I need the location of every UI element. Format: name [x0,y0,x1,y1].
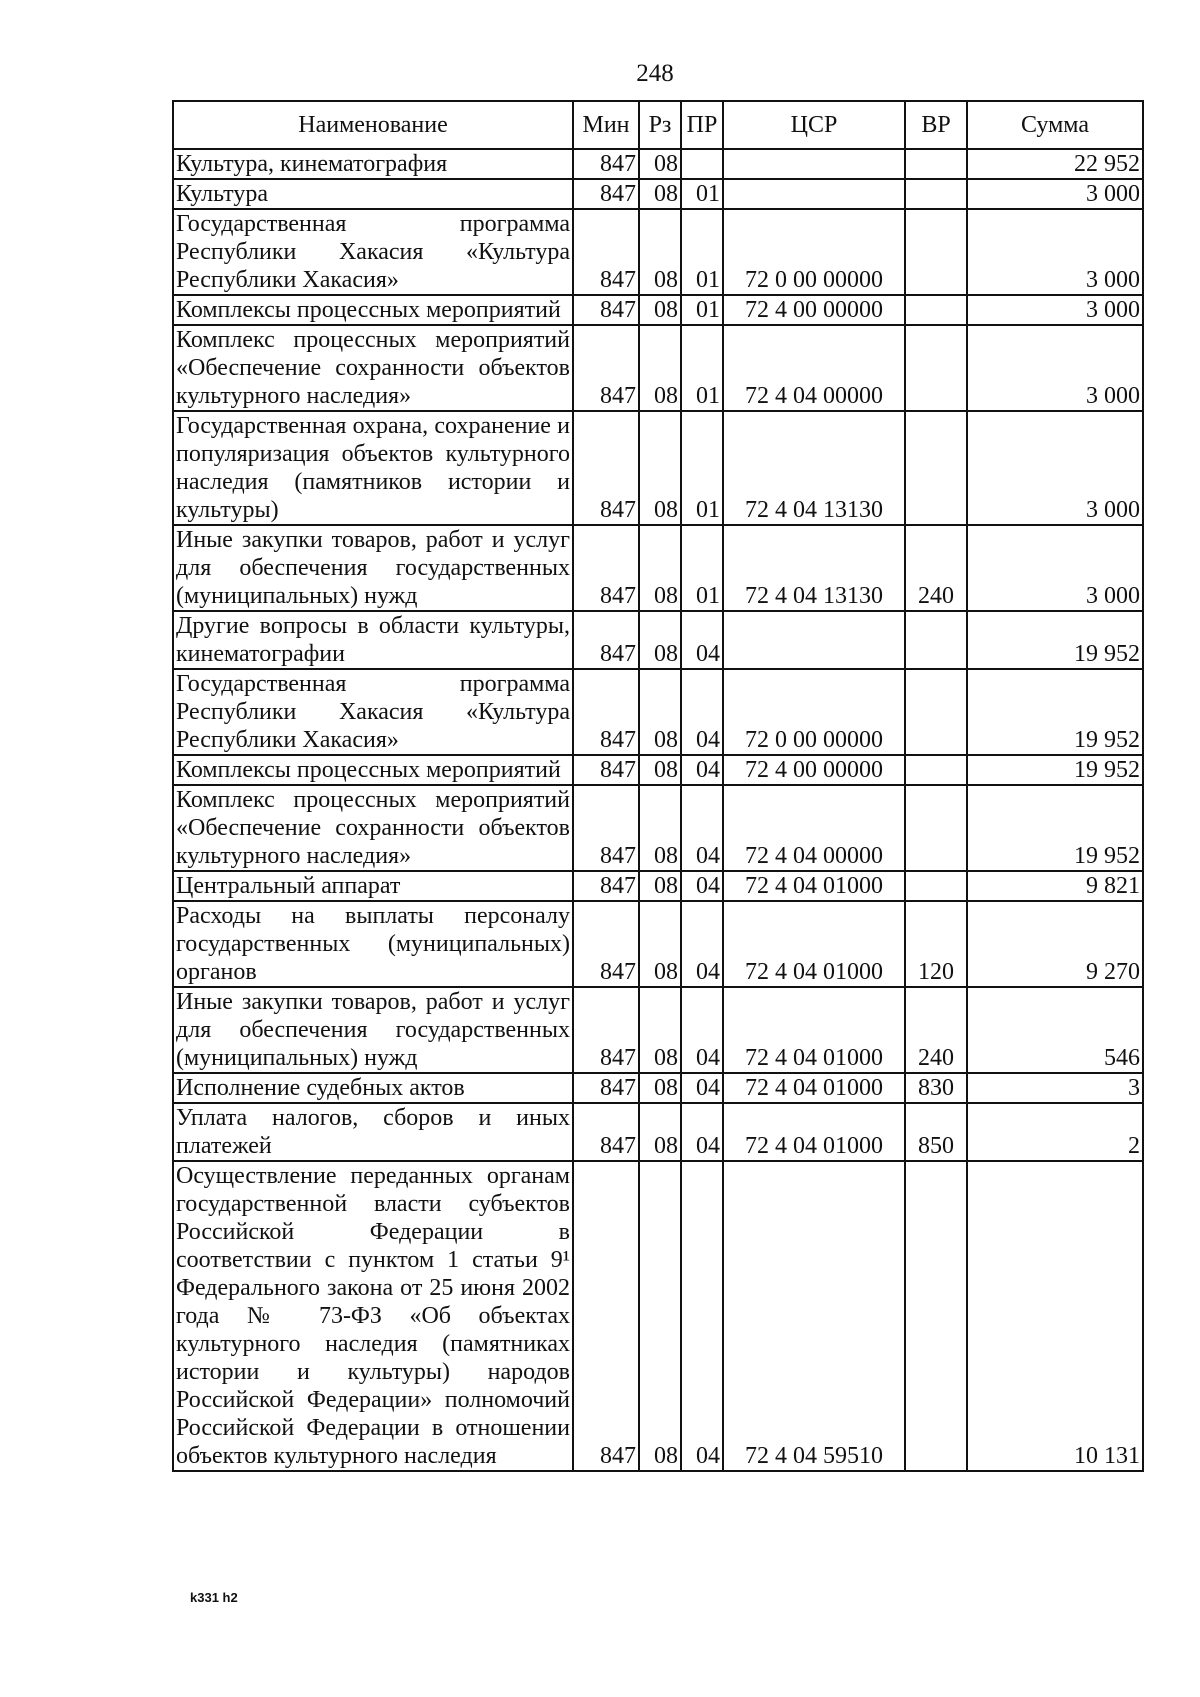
cell-min: 847 [573,669,639,755]
cell-rz: 08 [639,1161,681,1471]
table-row [173,1073,1143,1103]
cell-sum: 19 952 [967,755,1143,785]
cell-name: Осуществление переданных органам государственной власти субъектов Российской Федерации в соответствии с пунктом 1 статьи 9¹ Федерального закона от 25 июня 2002 года № 73-ФЗ «Об объектах культурного наследия (памятниках истории и культуры) народов Российской Федерации» полномочий Российской Федерации в отношении объектов культурного наследия [173,1161,573,1471]
cell-pr: 04 [681,755,723,785]
header-pr: ПР [681,101,723,149]
cell-pr: 04 [681,785,723,871]
cell-sum: 3 [967,1073,1143,1103]
cell-rz: 08 [639,179,681,209]
table-row [173,755,1143,785]
table-body [173,149,1143,1471]
header-csr: ЦСР [723,101,905,149]
cell-min: 847 [573,1103,639,1161]
cell-min: 847 [573,411,639,525]
cell-csr [723,179,905,209]
cell-sum: 22 952 [967,149,1143,179]
table-row [173,901,1143,987]
cell-csr: 72 4 04 00000 [723,325,905,411]
cell-min: 847 [573,209,639,295]
cell-min: 847 [573,325,639,411]
cell-rz: 08 [639,209,681,295]
cell-pr: 04 [681,901,723,987]
cell-pr: 04 [681,1073,723,1103]
cell-vr [905,179,967,209]
cell-min: 847 [573,987,639,1073]
table-row [173,871,1143,901]
header-name: Наименование [173,101,573,149]
cell-pr: 04 [681,871,723,901]
cell-name: Расходы на выплаты персоналу государственных (муниципальных) органов [173,901,573,987]
cell-pr: 01 [681,411,723,525]
cell-csr: 72 4 04 13130 [723,525,905,611]
footer-code: k331 h2 [190,1590,238,1605]
table-row [173,295,1143,325]
table-row [173,611,1143,669]
table-row [173,525,1143,611]
cell-vr [905,209,967,295]
table-row [173,669,1143,755]
cell-name: Государственная охрана, сохранение и популяризация объектов культурного наследия (памятников истории и культуры) [173,411,573,525]
cell-vr [905,149,967,179]
cell-sum: 9 821 [967,871,1143,901]
cell-min: 847 [573,611,639,669]
cell-name: Уплата налогов, сборов и иных платежей [173,1103,573,1161]
cell-rz: 08 [639,785,681,871]
cell-min: 847 [573,871,639,901]
cell-min: 847 [573,785,639,871]
table-row [173,1103,1143,1161]
table-row [173,209,1143,295]
cell-min: 847 [573,1161,639,1471]
cell-rz: 08 [639,411,681,525]
header-vr: ВР [905,101,967,149]
budget-table [172,100,1144,1472]
cell-vr [905,325,967,411]
cell-pr: 04 [681,669,723,755]
cell-name: Иные закупки товаров, работ и услуг для обеспечения государственных (муниципальных) нужд [173,525,573,611]
cell-vr [905,611,967,669]
cell-sum: 19 952 [967,785,1143,871]
cell-vr [905,871,967,901]
cell-rz: 08 [639,669,681,755]
cell-csr: 72 4 04 01000 [723,987,905,1073]
cell-rz: 08 [639,525,681,611]
cell-rz: 08 [639,901,681,987]
cell-vr: 240 [905,987,967,1073]
cell-rz: 08 [639,611,681,669]
cell-rz: 08 [639,1073,681,1103]
cell-name: Комплекс процессных мероприятий «Обеспечение сохранности объектов культурного наследия» [173,785,573,871]
cell-min: 847 [573,295,639,325]
cell-pr: 04 [681,611,723,669]
cell-rz: 08 [639,755,681,785]
cell-vr: 120 [905,901,967,987]
cell-csr: 72 0 00 00000 [723,669,905,755]
cell-min: 847 [573,901,639,987]
cell-name: Исполнение судебных актов [173,1073,573,1103]
header-row [173,101,1143,149]
table-row [173,411,1143,525]
cell-rz: 08 [639,325,681,411]
cell-pr: 01 [681,209,723,295]
table-row [173,325,1143,411]
cell-pr: 04 [681,987,723,1073]
cell-name: Государственная программа Республики Хакасия «Культура Республики Хакасия» [173,209,573,295]
cell-csr: 72 4 04 01000 [723,1073,905,1103]
cell-csr: 72 4 04 13130 [723,411,905,525]
page-number: 248 [636,60,674,87]
cell-vr: 850 [905,1103,967,1161]
cell-vr [905,295,967,325]
cell-vr: 830 [905,1073,967,1103]
cell-vr [905,411,967,525]
cell-rz: 08 [639,149,681,179]
cell-rz: 08 [639,871,681,901]
cell-name: Культура, кинематография [173,149,573,179]
cell-name: Центральный аппарат [173,871,573,901]
cell-sum: 3 000 [967,209,1143,295]
cell-pr: 01 [681,295,723,325]
cell-min: 847 [573,755,639,785]
cell-csr: 72 4 04 01000 [723,871,905,901]
cell-name: Другие вопросы в области культуры, кинематографии [173,611,573,669]
cell-sum: 3 000 [967,179,1143,209]
cell-sum: 3 000 [967,295,1143,325]
cell-vr: 240 [905,525,967,611]
cell-csr [723,149,905,179]
cell-pr: 04 [681,1103,723,1161]
cell-sum: 19 952 [967,669,1143,755]
cell-sum: 3 000 [967,525,1143,611]
cell-csr: 72 4 04 00000 [723,785,905,871]
cell-pr: 01 [681,325,723,411]
cell-csr: 72 0 00 00000 [723,209,905,295]
cell-sum: 2 [967,1103,1143,1161]
table-row [173,987,1143,1073]
cell-csr: 72 4 04 59510 [723,1161,905,1471]
cell-rz: 08 [639,1103,681,1161]
cell-pr: 04 [681,1161,723,1471]
header-sum: Сумма [967,101,1143,149]
cell-pr: 01 [681,179,723,209]
cell-csr: 72 4 00 00000 [723,755,905,785]
cell-csr: 72 4 00 00000 [723,295,905,325]
cell-sum: 10 131 [967,1161,1143,1471]
cell-sum: 3 000 [967,325,1143,411]
cell-sum: 546 [967,987,1143,1073]
cell-name: Культура [173,179,573,209]
table-row [173,179,1143,209]
cell-name: Иные закупки товаров, работ и услуг для обеспечения государственных (муниципальных) нужд [173,987,573,1073]
cell-csr: 72 4 04 01000 [723,1103,905,1161]
table-row [173,785,1143,871]
cell-sum: 3 000 [967,411,1143,525]
cell-vr [905,785,967,871]
cell-pr [681,149,723,179]
cell-pr: 01 [681,525,723,611]
cell-rz: 08 [639,295,681,325]
cell-min: 847 [573,179,639,209]
cell-name: Комплексы процессных мероприятий [173,755,573,785]
cell-csr: 72 4 04 01000 [723,901,905,987]
cell-vr [905,1161,967,1471]
cell-rz: 08 [639,987,681,1073]
cell-min: 847 [573,149,639,179]
cell-name: Государственная программа Республики Хакасия «Культура Республики Хакасия» [173,669,573,755]
cell-csr [723,611,905,669]
cell-name: Комплекс процессных мероприятий «Обеспечение сохранности объектов культурного наследия» [173,325,573,411]
header-min: Мин [573,101,639,149]
cell-min: 847 [573,1073,639,1103]
cell-name: Комплексы процессных мероприятий [173,295,573,325]
cell-sum: 9 270 [967,901,1143,987]
header-rz: Рз [639,101,681,149]
cell-vr [905,669,967,755]
cell-vr [905,755,967,785]
table-row [173,149,1143,179]
table-row [173,1161,1143,1471]
cell-min: 847 [573,525,639,611]
cell-sum: 19 952 [967,611,1143,669]
